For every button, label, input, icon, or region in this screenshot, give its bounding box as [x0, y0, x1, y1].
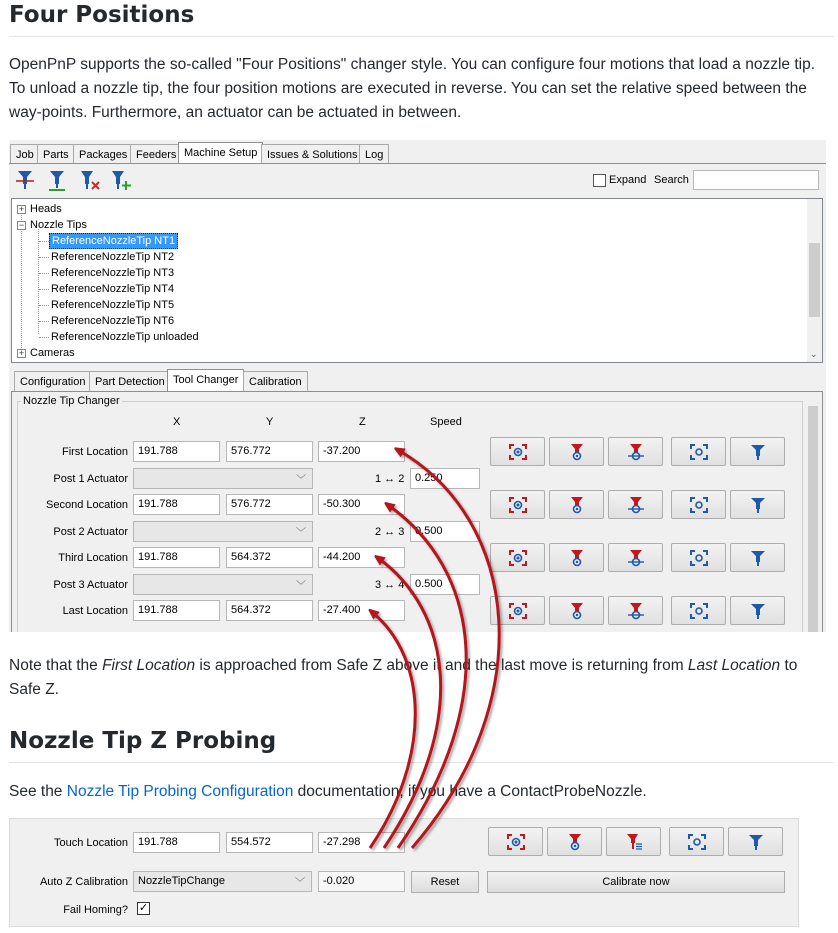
probing-text-2: documentation, if you have a ContactProbeNozzle. [293, 783, 647, 800]
second-location-z[interactable]: -50.300 [318, 494, 405, 515]
last-location-y[interactable]: 564.372 [226, 600, 313, 621]
arrow-to-third-location [378, 558, 441, 848]
scroll-down-icon[interactable]: ⌄ [810, 349, 818, 359]
last-location-z[interactable]: -27.400 [318, 600, 405, 621]
third-location-x[interactable]: 191.788 [133, 547, 220, 568]
tab-configuration[interactable]: Configuration [14, 371, 91, 391]
tab-issues-solutions[interactable]: Issues & Solutions [261, 144, 364, 164]
touch-location-x[interactable]: 191.788 [133, 832, 220, 853]
col-header-z: Z [359, 416, 366, 428]
tree-nozzle-tip-unloaded[interactable]: ReferenceNozzleTip unloaded [51, 331, 199, 343]
nozzle-tip-probing-link[interactable]: Nozzle Tip Probing Configuration [66, 783, 294, 800]
tab-log[interactable]: Log [359, 144, 389, 164]
post1-speed[interactable]: 0.250 [410, 468, 480, 489]
tab-parts[interactable]: Parts [37, 144, 75, 164]
last-location-label: Last Location [62, 605, 128, 617]
tab-part-detection[interactable]: Part Detection [89, 371, 171, 391]
tree-nozzle-tip-nt1[interactable]: ReferenceNozzleTip NT1 [49, 233, 178, 249]
post1-actuator-label: Post 1 Actuator [53, 473, 128, 485]
tree-nozzle-tip-nt2[interactable]: ReferenceNozzleTip NT2 [51, 251, 175, 263]
touch-location-label: Touch Location [54, 837, 128, 849]
tab-feeders[interactable]: Feeders [130, 144, 182, 164]
note-text-1: Note that the [9, 657, 103, 674]
reset-button[interactable]: Reset [411, 871, 479, 893]
calibrate-now-button[interactable]: Calibrate now [487, 871, 785, 893]
collapse-nozzle-tips-icon[interactable]: − [18, 220, 25, 230]
post1-range: 1 ↔ 2 [375, 473, 405, 485]
tree-nozzle-tips[interactable]: Nozzle Tips [30, 219, 87, 231]
auto-z-calibration-value: NozzleTipChange [138, 875, 226, 887]
second-location-x[interactable]: 191.788 [133, 494, 220, 515]
expand-heads-icon[interactable]: + [18, 204, 25, 214]
last-location-x[interactable]: 191.788 [133, 600, 220, 621]
tab-tool-changer[interactable]: Tool Changer [167, 369, 244, 391]
chevron-down-icon: ﹀ [296, 475, 306, 486]
note-text-2: is approached from Safe Z above it and the last move is returning from [195, 657, 688, 674]
second-location-y[interactable]: 576.772 [226, 494, 313, 515]
section-title-z-probing: Nozzle Tip Z Probing [9, 728, 277, 754]
first-location-label: First Location [61, 446, 128, 458]
arrow-to-last-location [370, 612, 415, 848]
auto-z-calibration-label: Auto Z Calibration [39, 876, 128, 888]
first-location-x[interactable]: 191.788 [133, 441, 220, 462]
third-location-y[interactable]: 564.372 [226, 547, 313, 568]
first-location-z[interactable]: -37.200 [318, 441, 405, 462]
fail-homing-label: Fail Homing? [63, 904, 128, 916]
note-text-3: to Safe Z. [9, 657, 798, 698]
expand-label: Expand [609, 174, 647, 186]
first-location-y[interactable]: 576.772 [226, 441, 313, 462]
third-location-label: Third Location [58, 552, 128, 564]
tab-calibration[interactable]: Calibration [243, 371, 308, 391]
post3-actuator-label: Post 3 Actuator [53, 579, 128, 591]
arrow-to-second-location [388, 505, 466, 848]
tree-heads[interactable]: Heads [30, 203, 62, 215]
chevron-down-icon: ﹀ [295, 878, 305, 889]
tree-nozzle-tip-nt5[interactable]: ReferenceNozzleTip NT5 [51, 299, 175, 311]
group-title: Nozzle Tip Changer [23, 395, 120, 407]
probing-text-1: See the [9, 783, 67, 800]
tab-job[interactable]: Job [10, 144, 40, 164]
col-header-speed: Speed [430, 416, 462, 428]
search-label: Search [654, 174, 689, 186]
post3-range: 3 ↔ 4 [375, 579, 405, 591]
tab-packages[interactable]: Packages [73, 144, 133, 164]
col-header-x: X [173, 416, 181, 428]
third-location-z[interactable]: -44.200 [318, 547, 405, 568]
post2-actuator-label: Post 2 Actuator [53, 526, 128, 538]
col-header-y: Y [266, 416, 274, 428]
tab-machine-setup[interactable]: Machine Setup [178, 142, 263, 164]
section-title-four-positions: Four Positions [9, 2, 195, 28]
note-last-location: Last Location [687, 657, 781, 674]
second-location-label: Second Location [46, 499, 128, 511]
touch-location-y[interactable]: 554.572 [226, 832, 313, 853]
expand-cameras-icon[interactable]: + [18, 348, 25, 358]
chevron-down-icon: ﹀ [296, 581, 306, 592]
arrow-to-first-location [398, 450, 499, 848]
calibration-offset[interactable]: -0.020 [318, 871, 405, 892]
post3-speed[interactable]: 0.500 [410, 574, 480, 595]
tree-nozzle-tip-nt6[interactable]: ReferenceNozzleTip NT6 [51, 315, 175, 327]
post2-range: 2 ↔ 3 [375, 526, 405, 538]
chevron-down-icon: ﹀ [296, 528, 306, 539]
post2-speed[interactable]: 0.500 [410, 521, 480, 542]
tree-cameras[interactable]: Cameras [30, 347, 75, 359]
touch-location-z[interactable]: -27.298 [318, 832, 405, 853]
intro-paragraph: OpenPnP supports the so-called "Four Positions" changer style. You can configure four motions that load a nozzle tip. To unload a nozzle tip, the four position motions are executed in reverse. You can set the relative speed between the way-points. Furthermore, an actuator can be actuated in between. [9, 56, 815, 121]
note-first-location: First Location [102, 657, 196, 674]
tree-nozzle-tip-nt3[interactable]: ReferenceNozzleTip NT3 [51, 267, 175, 279]
fail-homing-checkbox[interactable]: ✓ [138, 902, 149, 914]
tree-nozzle-tip-nt4[interactable]: ReferenceNozzleTip NT4 [51, 283, 175, 295]
